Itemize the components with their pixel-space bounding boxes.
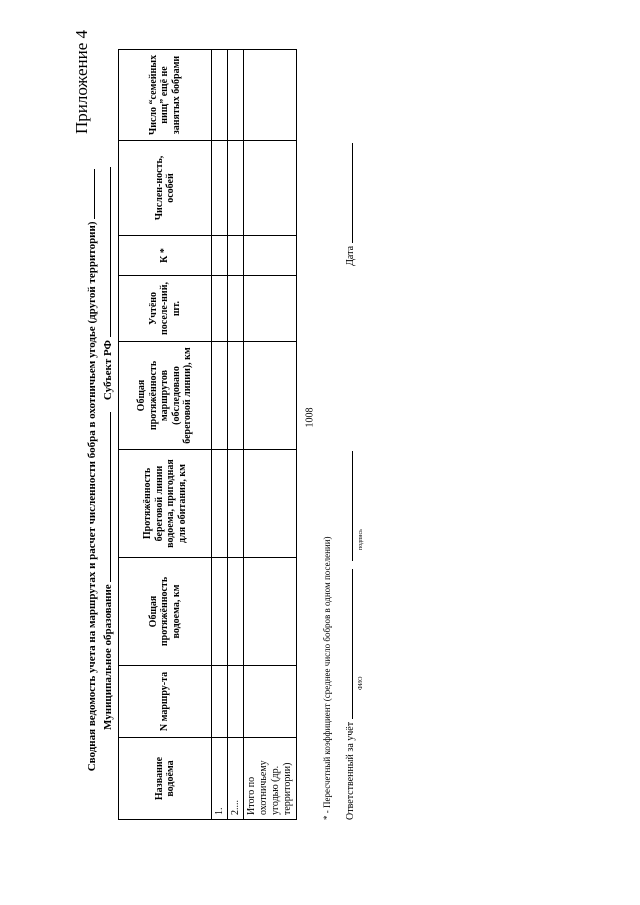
col-header-route-number: N маршру-та	[119, 666, 212, 738]
total-row-label: Итого по охотничьему угодью (др. территории)	[244, 738, 297, 820]
landscape-sheet	[60, 30, 620, 850]
municipality-label: Муниципальное образование	[102, 584, 114, 730]
col-header-shoreline-suitable: Протяжённость береговой линии водоема, пригодная для обитания, км	[119, 450, 212, 558]
col-header-routes-length: Общая протяжённость маршрутов (обследовано береговой линии), км	[119, 342, 212, 450]
title-fill-line	[93, 169, 95, 219]
date-fill-line[interactable]	[351, 143, 353, 243]
table-cell[interactable]	[244, 50, 297, 141]
fio-caption: ФИО	[358, 676, 364, 690]
col-header-water-name: Название водоёма	[119, 738, 212, 820]
total-row	[244, 50, 297, 820]
responsible-fio-line[interactable]	[351, 569, 353, 719]
col-header-settlements: Учтёно поселе-ний, шт.	[119, 276, 212, 342]
col-header-population: Числен-ность, особей	[119, 141, 212, 236]
table-header-row	[119, 50, 212, 820]
row-name-cell: 2....	[228, 738, 244, 820]
subject-fill-line	[109, 167, 111, 337]
table-cell[interactable]	[212, 558, 228, 666]
table-cell[interactable]	[212, 236, 228, 276]
footnote: * - Пересчетный коэффициент (среднее число бобров в одном поселении)	[322, 536, 332, 820]
location-row	[102, 50, 114, 730]
table-cell[interactable]	[244, 276, 297, 342]
page-number: 1008	[304, 407, 316, 428]
table-cell[interactable]	[244, 450, 297, 558]
table-cell[interactable]	[228, 141, 244, 236]
table-cell[interactable]	[244, 236, 297, 276]
table-cell[interactable]	[212, 450, 228, 558]
table-row	[228, 50, 244, 820]
date-label: Дата	[345, 245, 356, 266]
document-title	[86, 90, 98, 850]
table-cell[interactable]	[228, 558, 244, 666]
table-row	[212, 50, 228, 820]
table-cell[interactable]	[212, 342, 228, 450]
subject-label: Субъект РФ	[102, 340, 114, 401]
table-cell[interactable]	[212, 276, 228, 342]
appendix-label: Приложение 4	[72, 30, 91, 134]
census-table	[118, 49, 297, 820]
title-text: Сводная ведомость учета на маршрутах и расчет численности бобра в охотничьем угодье (другой территории)	[86, 221, 98, 772]
table-cell[interactable]	[228, 236, 244, 276]
table-cell[interactable]	[212, 666, 228, 738]
table-cell[interactable]	[228, 450, 244, 558]
table-cell[interactable]	[244, 141, 297, 236]
col-header-coefficient: К *	[119, 236, 212, 276]
row-name-cell: 1.	[212, 738, 228, 820]
table-cell[interactable]	[212, 50, 228, 141]
table-cell[interactable]	[228, 50, 244, 141]
table-cell[interactable]	[244, 342, 297, 450]
table-cell[interactable]	[244, 666, 297, 738]
table-cell[interactable]	[228, 666, 244, 738]
responsible-label: Ответственный за учёт	[345, 721, 356, 820]
table-cell[interactable]	[228, 342, 244, 450]
col-header-water-length: Общая протяжённость водоема, км	[119, 558, 212, 666]
responsible-signature-line[interactable]	[351, 451, 353, 561]
responsible-row	[345, 143, 356, 820]
table-cell[interactable]	[212, 141, 228, 236]
table-cell[interactable]	[244, 558, 297, 666]
col-header-free-niches: Число “семейных нищ” ещё не занятых бобрами	[119, 50, 212, 141]
table-cell[interactable]	[228, 276, 244, 342]
municipality-fill-line	[109, 412, 111, 582]
signature-caption: подпись	[358, 529, 364, 550]
